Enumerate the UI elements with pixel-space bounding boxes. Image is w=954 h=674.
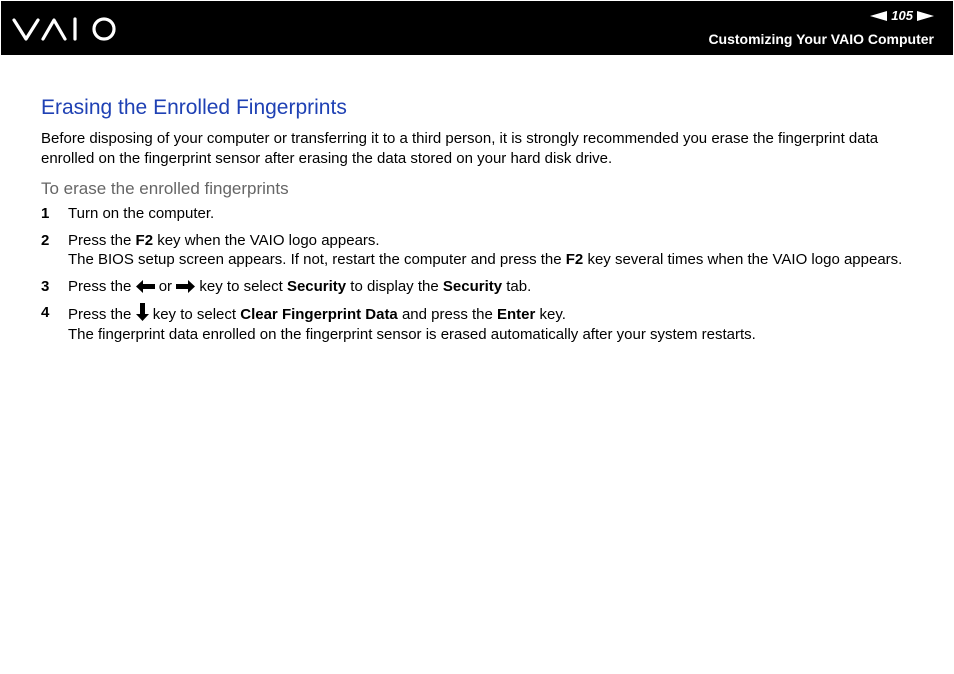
step-text: or (154, 277, 177, 295)
page-content (41, 94, 921, 351)
key-name: Clear Fingerprint Data (240, 306, 398, 323)
procedure-steps (41, 204, 921, 344)
step-number: 2 (41, 231, 50, 249)
step-1 (41, 204, 921, 224)
vaio-logo (12, 15, 122, 43)
step-detail: The fingerprint data enrolled on the fingerprint sensor is erased automatically after your system restarts. (68, 325, 756, 343)
key-name: F2 (135, 231, 154, 249)
step-text: Press the (68, 277, 136, 295)
down-arrow-key-icon (136, 303, 149, 321)
step-number: 1 (41, 205, 50, 222)
step-text: key. (535, 306, 566, 323)
key-name: F2 (565, 251, 584, 268)
step-text: tab. (502, 277, 532, 295)
section-title: Customizing Your VAIO Computer (708, 31, 934, 47)
step-text: Press the (68, 231, 136, 249)
step-number: 4 (41, 304, 50, 321)
page-title: Erasing the Enrolled Fingerprints (41, 96, 347, 119)
step-text: Press the (68, 306, 136, 323)
step-text: key to select (148, 306, 241, 323)
prev-page-arrow-icon[interactable] (870, 11, 887, 21)
key-name: Security (286, 277, 347, 295)
page-header (1, 1, 953, 55)
step-text: key to select (195, 277, 287, 295)
key-name: Enter (497, 306, 536, 323)
step-detail: The BIOS setup screen appears. If not, restart the computer and press the (68, 251, 566, 268)
step-text: to display the (346, 277, 443, 295)
next-page-arrow-icon[interactable] (917, 11, 934, 21)
procedure-title: To erase the enrolled fingerprints (41, 179, 289, 198)
step-4 (41, 303, 921, 344)
left-arrow-key-icon (136, 280, 155, 293)
page-number: 105 (891, 8, 913, 23)
page-navigation (870, 8, 934, 24)
step-detail: key several times when the VAIO logo appears. (583, 251, 903, 268)
step-2 (41, 231, 921, 270)
step-text: and press the (397, 306, 498, 323)
step-number: 3 (41, 277, 50, 295)
step-text: key when the VAIO logo appears. (153, 231, 380, 249)
step-3 (41, 277, 921, 297)
step-text: Turn on the computer. (68, 205, 215, 222)
key-name: Security (442, 277, 503, 295)
right-arrow-key-icon (176, 280, 195, 293)
intro-paragraph: Before disposing of your computer or transferring it to a third person, it is strongly recommended you erase the fingerprint data enrolled on the fingerprint sensor after erasing the data stored on your hard disk drive. (41, 130, 879, 167)
